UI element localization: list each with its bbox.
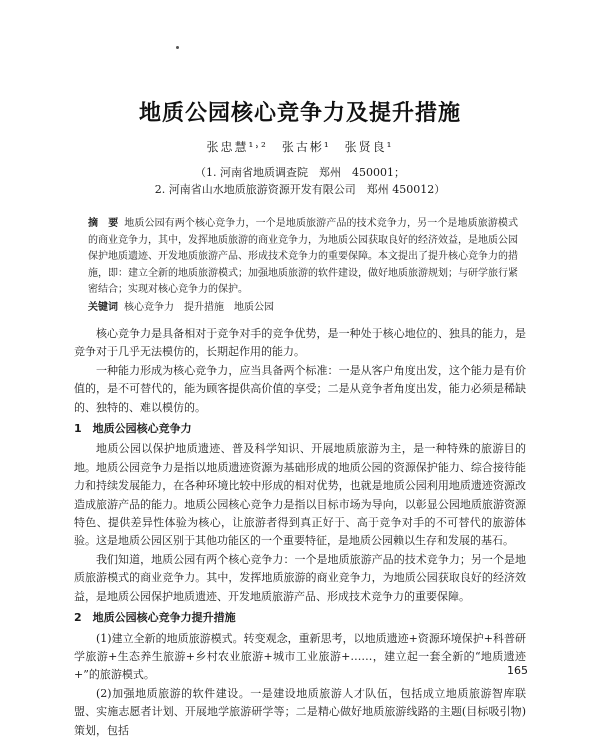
keywords-label: 关键词 [88, 301, 118, 313]
body-paragraph: 我们知道，地质公园有两个核心竞争力：一个是地质旅游产品的技术竞争力；另一个是地质旅游模式的商业竞争力。其中，发挥地质旅游的商业竞争力，为地质公园获取良好的经济效益，是地质公园保护地质遗迹、开发地质旅游产品、形成技术竞争力的重要保障。 [74, 552, 526, 603]
body-paragraph: (2)加强地质旅游的软件建设。一是建设地质旅游人才队伍，包括成立地质旅游智库联盟、实施志愿者计划、开展地学旅游研学等；二是精心做好地质旅游线路的主题(目标吸引物)策划，包括 [74, 686, 526, 737]
section-heading: 2 地质公园核心竞争力提升措施 [74, 611, 236, 625]
author-line: 张忠慧¹˒² 张古彬¹ 张贤良¹ [206, 140, 394, 154]
abstract-text: 地质公园有两个核心竞争力，一个是地质旅游产品的技术竞争力，另一个是地质旅游模式的商业竞争力，其中，发挥地质旅游的商业竞争力，为地质公园获取良好的经济效益，是地质公园保护地质遗迹、开发地质旅游产品、形成技术竞争力的重要保障。本文提出了提升核心竞争力的措施，即：建立全新的地质旅游模式；加强地质旅游的软件建设，做好地质旅游规划；与研学旅行紧密结合；实现对核心竞争力的保护。 [88, 218, 519, 295]
body-paragraph: 核心竞争力是具备相对于竞争对手的竞争优势，是一种处于核心地位的、独具的能力，是竞争对于几乎无法模仿的，长期起作用的能力。 [74, 327, 526, 359]
body-paragraph: (1)建立全新的地质旅游模式。转变观念，重新思考，以地质遗迹+资源环境保护+科普研学旅游+生态养生旅游+乡村农业旅游+城市工业旅游+……，建立起一套全新的“地质遗迹+”的旅游模式。 [74, 631, 527, 682]
paper-title: 地质公园核心竞争力及提升措施 [138, 101, 461, 126]
abstract-paragraph [88, 216, 518, 299]
abstract-block [88, 216, 518, 316]
keywords-text: 核心竞争力 提升措施 地质公园 [124, 301, 274, 313]
affiliation-1: （1. 河南省地质调查院 郑州 450001； [195, 166, 405, 179]
body-paragraph: 地质公园以保护地质遗迹、普及科学知识、开展地质旅游为主，是一种特殊的旅游目的地。地质公园竞争力是指以地质遗迹资源为基础形成的地质公园的资源保护能力、综合接待能力和持续发展能力，在各种环境比较中形成的相对优势，也就是地质公园利用地质遗迹资源改造成旅游产品的能力。地质公园核心竞争力是指以目标市场为导向，以彰显公园地质旅游资源特色、提供差异性体验为核心，让旅游者得到真正好于、高于竞争对手的不可替代的旅游体验。这是地质公园区别于其他功能区的一个重要特征，是地质公园赖以生存和发展的基石。 [74, 442, 526, 548]
scan-speck [176, 46, 179, 49]
affiliation-2: 2. 河南省山水地质旅游资源开发有限公司 郑州 450012） [154, 183, 446, 196]
body-text [74, 325, 526, 740]
body-paragraph: 一种能力形成为核心竞争力，应当具备两个标准：一是从客户角度出发，这个能力是有价值的，是不可替代的，能为顾客提供高价值的享受；二是从竞争者角度出发，能力必须是稀缺的、独特的、难以模仿的。 [74, 363, 526, 414]
abstract-label: 摘 要 [88, 218, 119, 229]
page-number: 165 [507, 664, 528, 677]
keywords-line [88, 300, 518, 317]
section-heading: 1 地质公园核心竞争力 [74, 422, 192, 436]
